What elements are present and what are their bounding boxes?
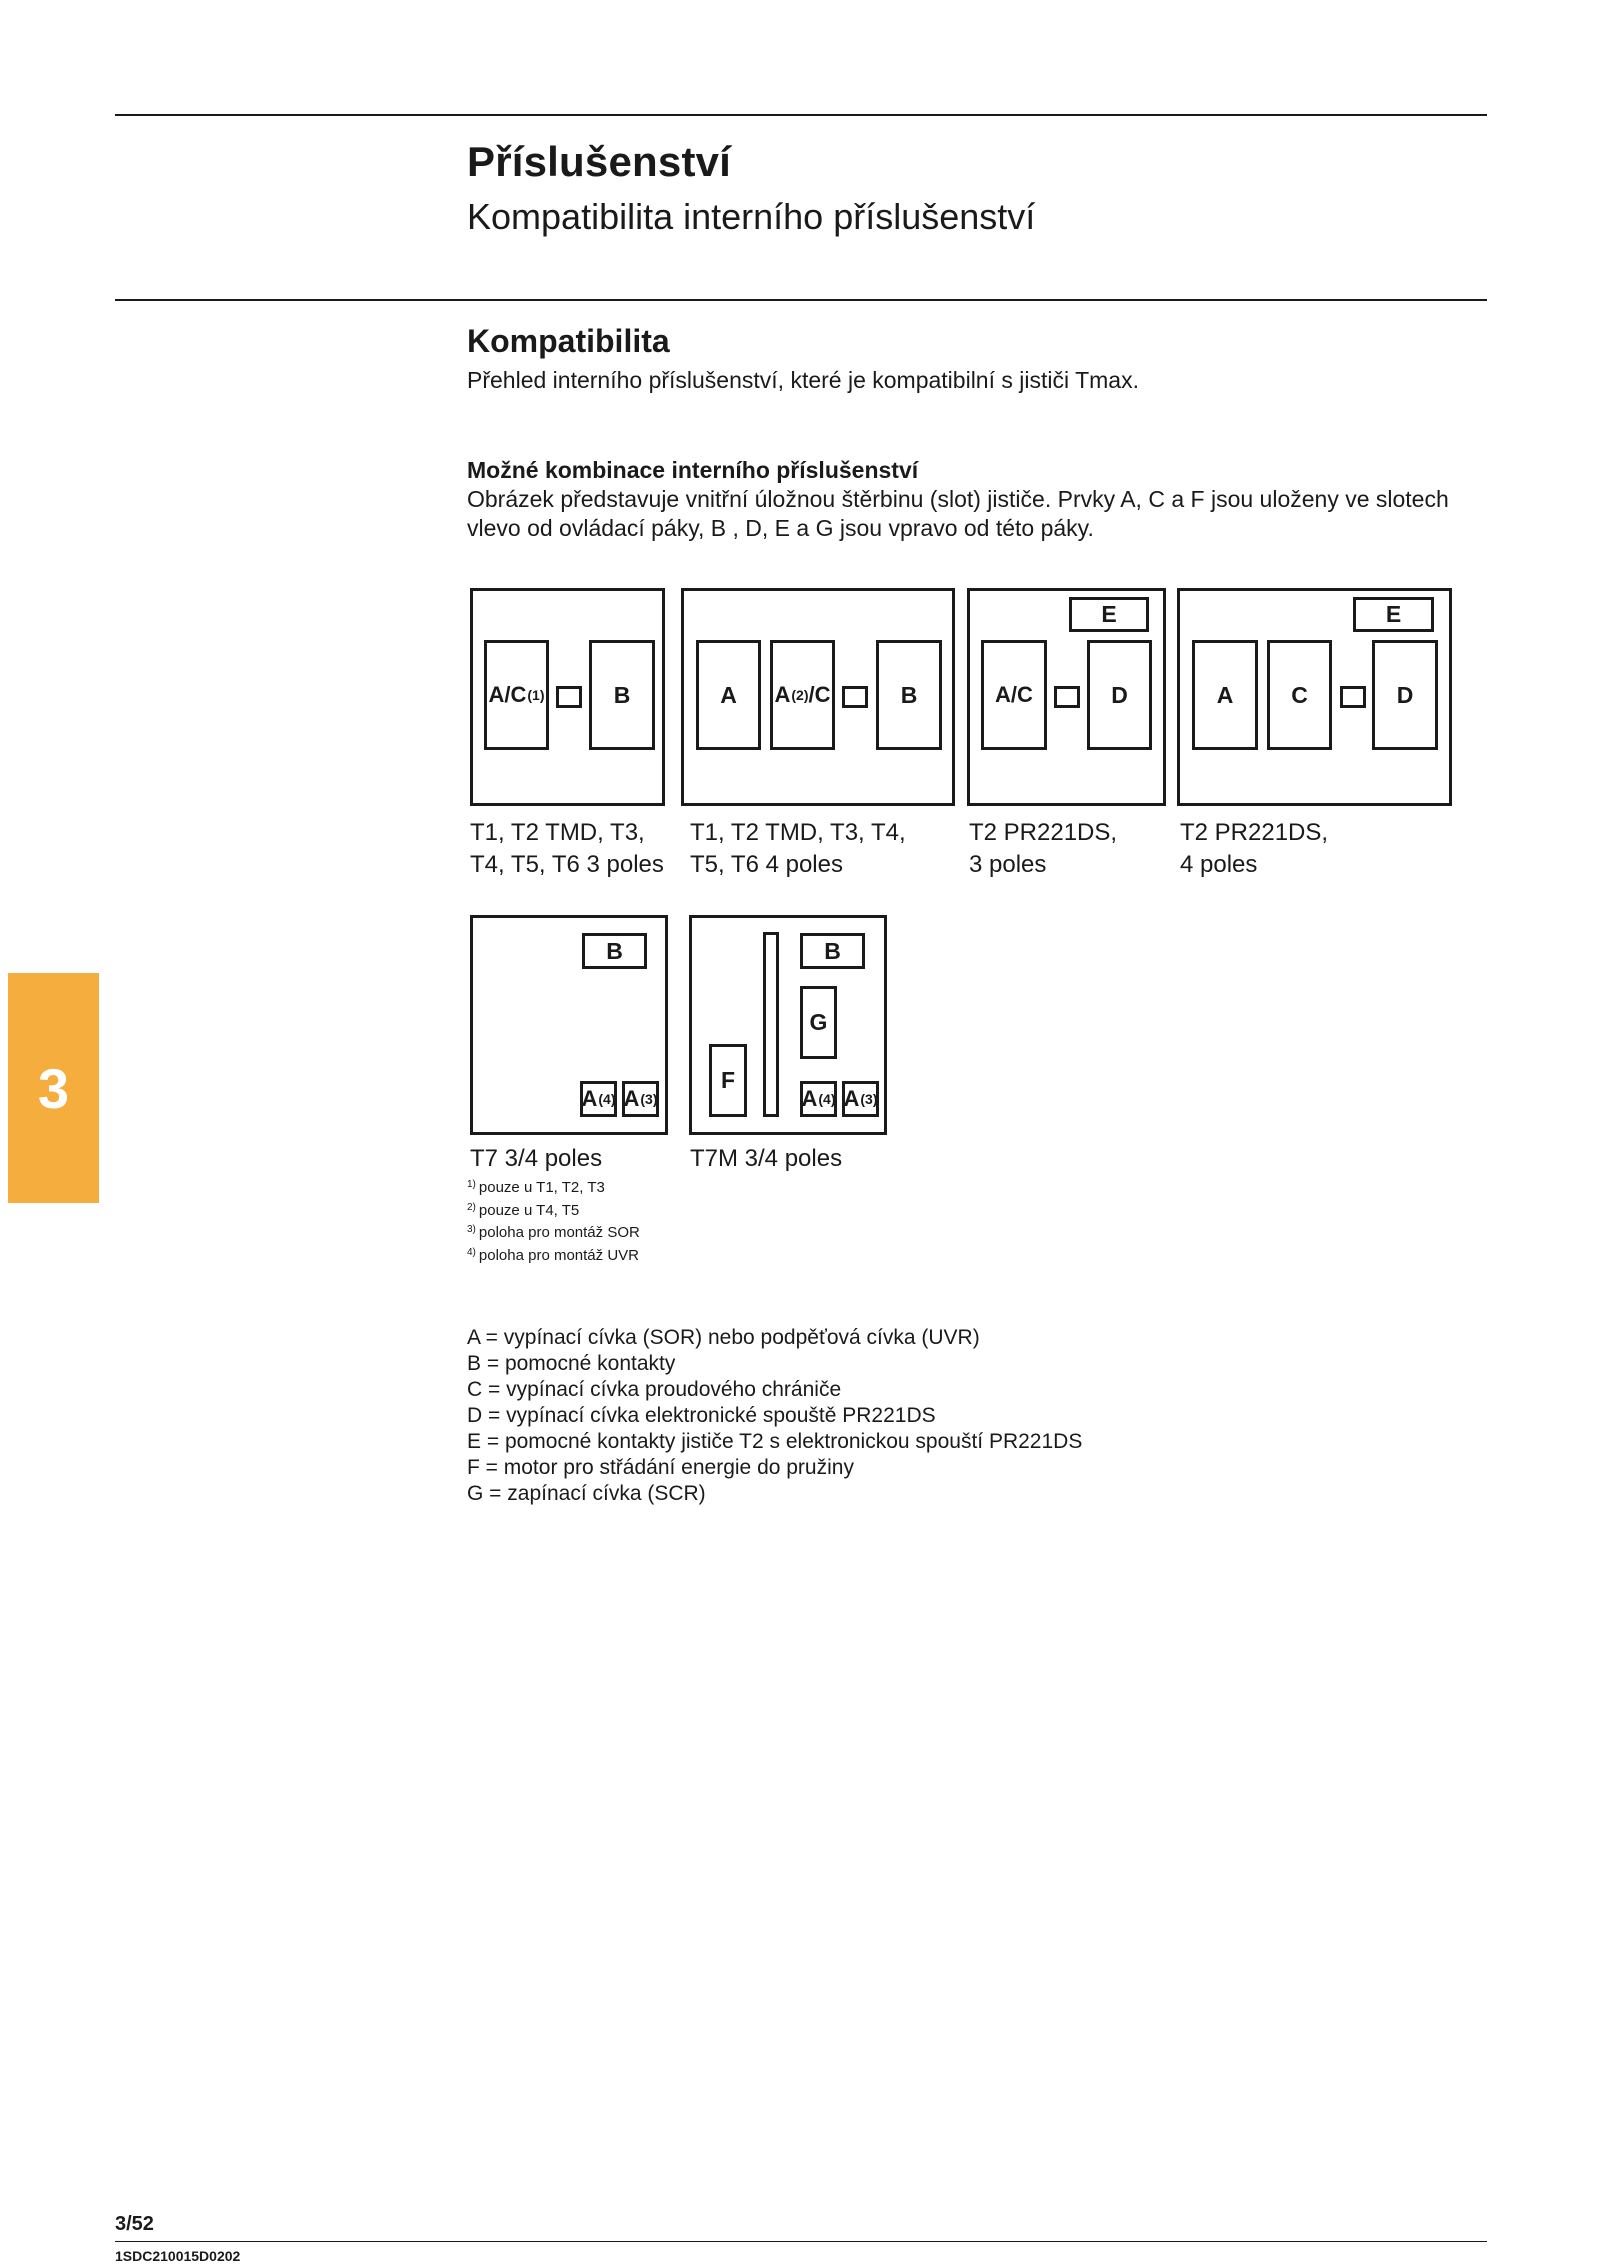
lever-knob xyxy=(556,686,582,708)
section-intro: Přehled interního příslušenství, které je kompatibilní s jističi Tmax. xyxy=(467,367,1139,393)
legend-item: F = motor pro střádání energie do pružiny xyxy=(467,1456,854,1479)
diagram-caption: T2 PR221DS, 4 poles xyxy=(1180,819,1329,878)
slot-a-sor xyxy=(622,1081,659,1117)
footnote-ref: (3) xyxy=(640,1091,658,1107)
slot-ac xyxy=(770,640,835,750)
footnote-ref: (2) xyxy=(791,687,809,703)
footnote-text: poloha pro montáž UVR xyxy=(478,1246,639,1264)
slot-e: E xyxy=(1353,597,1434,632)
slot-a-sor xyxy=(842,1081,879,1117)
chapter-tab: 3 xyxy=(8,973,99,1203)
slot-diagram-t1-3p xyxy=(470,588,665,806)
legend xyxy=(467,1325,1082,1507)
slot-e: E xyxy=(1069,597,1149,632)
footnote-num: 2) xyxy=(467,1201,476,1213)
slot-d: D xyxy=(1087,640,1152,750)
slot-diagram-t1-4p xyxy=(681,588,955,806)
slot-diagram-t2-pr221-4p xyxy=(1177,588,1452,806)
slot-ac xyxy=(484,640,549,750)
legend-item: E = pomocné kontakty jističe T2 s elektronickou spouští PR221DS xyxy=(467,1430,1083,1453)
lever-bar xyxy=(763,932,779,1117)
slot-g: G xyxy=(800,986,837,1059)
top-rule xyxy=(115,114,1487,116)
slot-label: A xyxy=(843,1086,860,1111)
slot-a: A xyxy=(696,640,761,750)
slot-b: B xyxy=(800,933,865,969)
footnote-ref: (4) xyxy=(598,1091,616,1107)
diagram-caption: T1, T2 TMD, T3, T4, T5, T6 4 poles xyxy=(690,819,906,878)
legend-item: D = vypínací cívka elektronické spouště PR221DS xyxy=(467,1404,936,1427)
subsection-paragraph: Obrázek představuje vnitřní úložnou štěrbinu (slot) jističe. Prvky A, C a F jsou uloženy ve slotech vlevo od ovládací páky, B , D, E a G jsou vpravo od této páky. xyxy=(467,486,1449,541)
slot-b: B xyxy=(582,933,647,969)
page-subtitle: Kompatibilita interního příslušenství xyxy=(467,196,1036,237)
slot-b: B xyxy=(589,640,655,750)
slot-diagram-t7m xyxy=(689,915,887,1135)
footnotes xyxy=(467,1175,640,1265)
footnote xyxy=(467,1175,640,1198)
lever-knob xyxy=(1054,686,1080,708)
slot-a-uvr xyxy=(580,1081,617,1117)
legend-item: B = pomocné kontakty xyxy=(467,1352,676,1375)
section-heading: Kompatibilita xyxy=(467,323,670,359)
legend-item: A = vypínací cívka (SOR) nebo podpěťová cívka (UVR) xyxy=(467,1326,980,1349)
footnote-text: poloha pro montáž SOR xyxy=(478,1224,640,1241)
footnote-ref: (3) xyxy=(860,1091,878,1107)
footnote xyxy=(467,1198,640,1221)
slot-ac: A/C xyxy=(981,640,1047,750)
lever-knob xyxy=(1340,686,1366,708)
footnote-text: pouze u T1, T2, T3 xyxy=(478,1179,605,1196)
legend-item: C = vypínací cívka proudového chrániče xyxy=(467,1378,842,1401)
slot-label-pre: A xyxy=(774,682,791,707)
subsection-heading: Možné kombinace interního příslušenství xyxy=(467,457,919,483)
page-title: Příslušenství xyxy=(467,138,732,185)
document-code: 1SDC210015D0202 xyxy=(115,2248,241,2264)
footnote-ref: (1) xyxy=(527,687,545,703)
lever-knob xyxy=(842,686,868,708)
slot-c: C xyxy=(1267,640,1332,750)
footnote-ref: (4) xyxy=(818,1091,836,1107)
slot-label: A xyxy=(801,1086,818,1111)
footnote-num: 4) xyxy=(467,1246,476,1258)
header-divider xyxy=(115,299,1487,301)
slot-diagram-t7 xyxy=(470,915,668,1135)
footer-rule xyxy=(115,2241,1487,2242)
slot-a: A xyxy=(1192,640,1258,750)
slot-d: D xyxy=(1372,640,1438,750)
page-number: 3/52 xyxy=(115,2213,154,2235)
slot-label: A/C xyxy=(488,682,527,707)
footnote-num: 3) xyxy=(467,1224,476,1235)
slot-label-post: /C xyxy=(808,682,831,707)
footnote xyxy=(467,1243,640,1266)
slot-a-uvr xyxy=(800,1081,837,1117)
footnote-text: pouze u T4, T5 xyxy=(478,1201,580,1219)
footnote xyxy=(467,1220,640,1243)
slot-b: B xyxy=(876,640,942,750)
legend-item: G = zapínací cívka (SCR) xyxy=(467,1482,706,1505)
slot-diagram-t2-pr221-3p xyxy=(967,588,1166,806)
slot-label: A xyxy=(623,1086,640,1111)
diagram-caption: T7M 3/4 poles xyxy=(690,1145,843,1172)
footnote-num: 1) xyxy=(467,1179,476,1190)
slot-label: A xyxy=(581,1086,598,1111)
diagram-caption: T2 PR221DS, 3 poles xyxy=(969,819,1118,878)
diagram-caption: T7 3/4 poles xyxy=(470,1145,603,1172)
diagram-caption: T1, T2 TMD, T3, T4, T5, T6 3 poles xyxy=(470,819,664,878)
slot-f: F xyxy=(709,1044,747,1117)
